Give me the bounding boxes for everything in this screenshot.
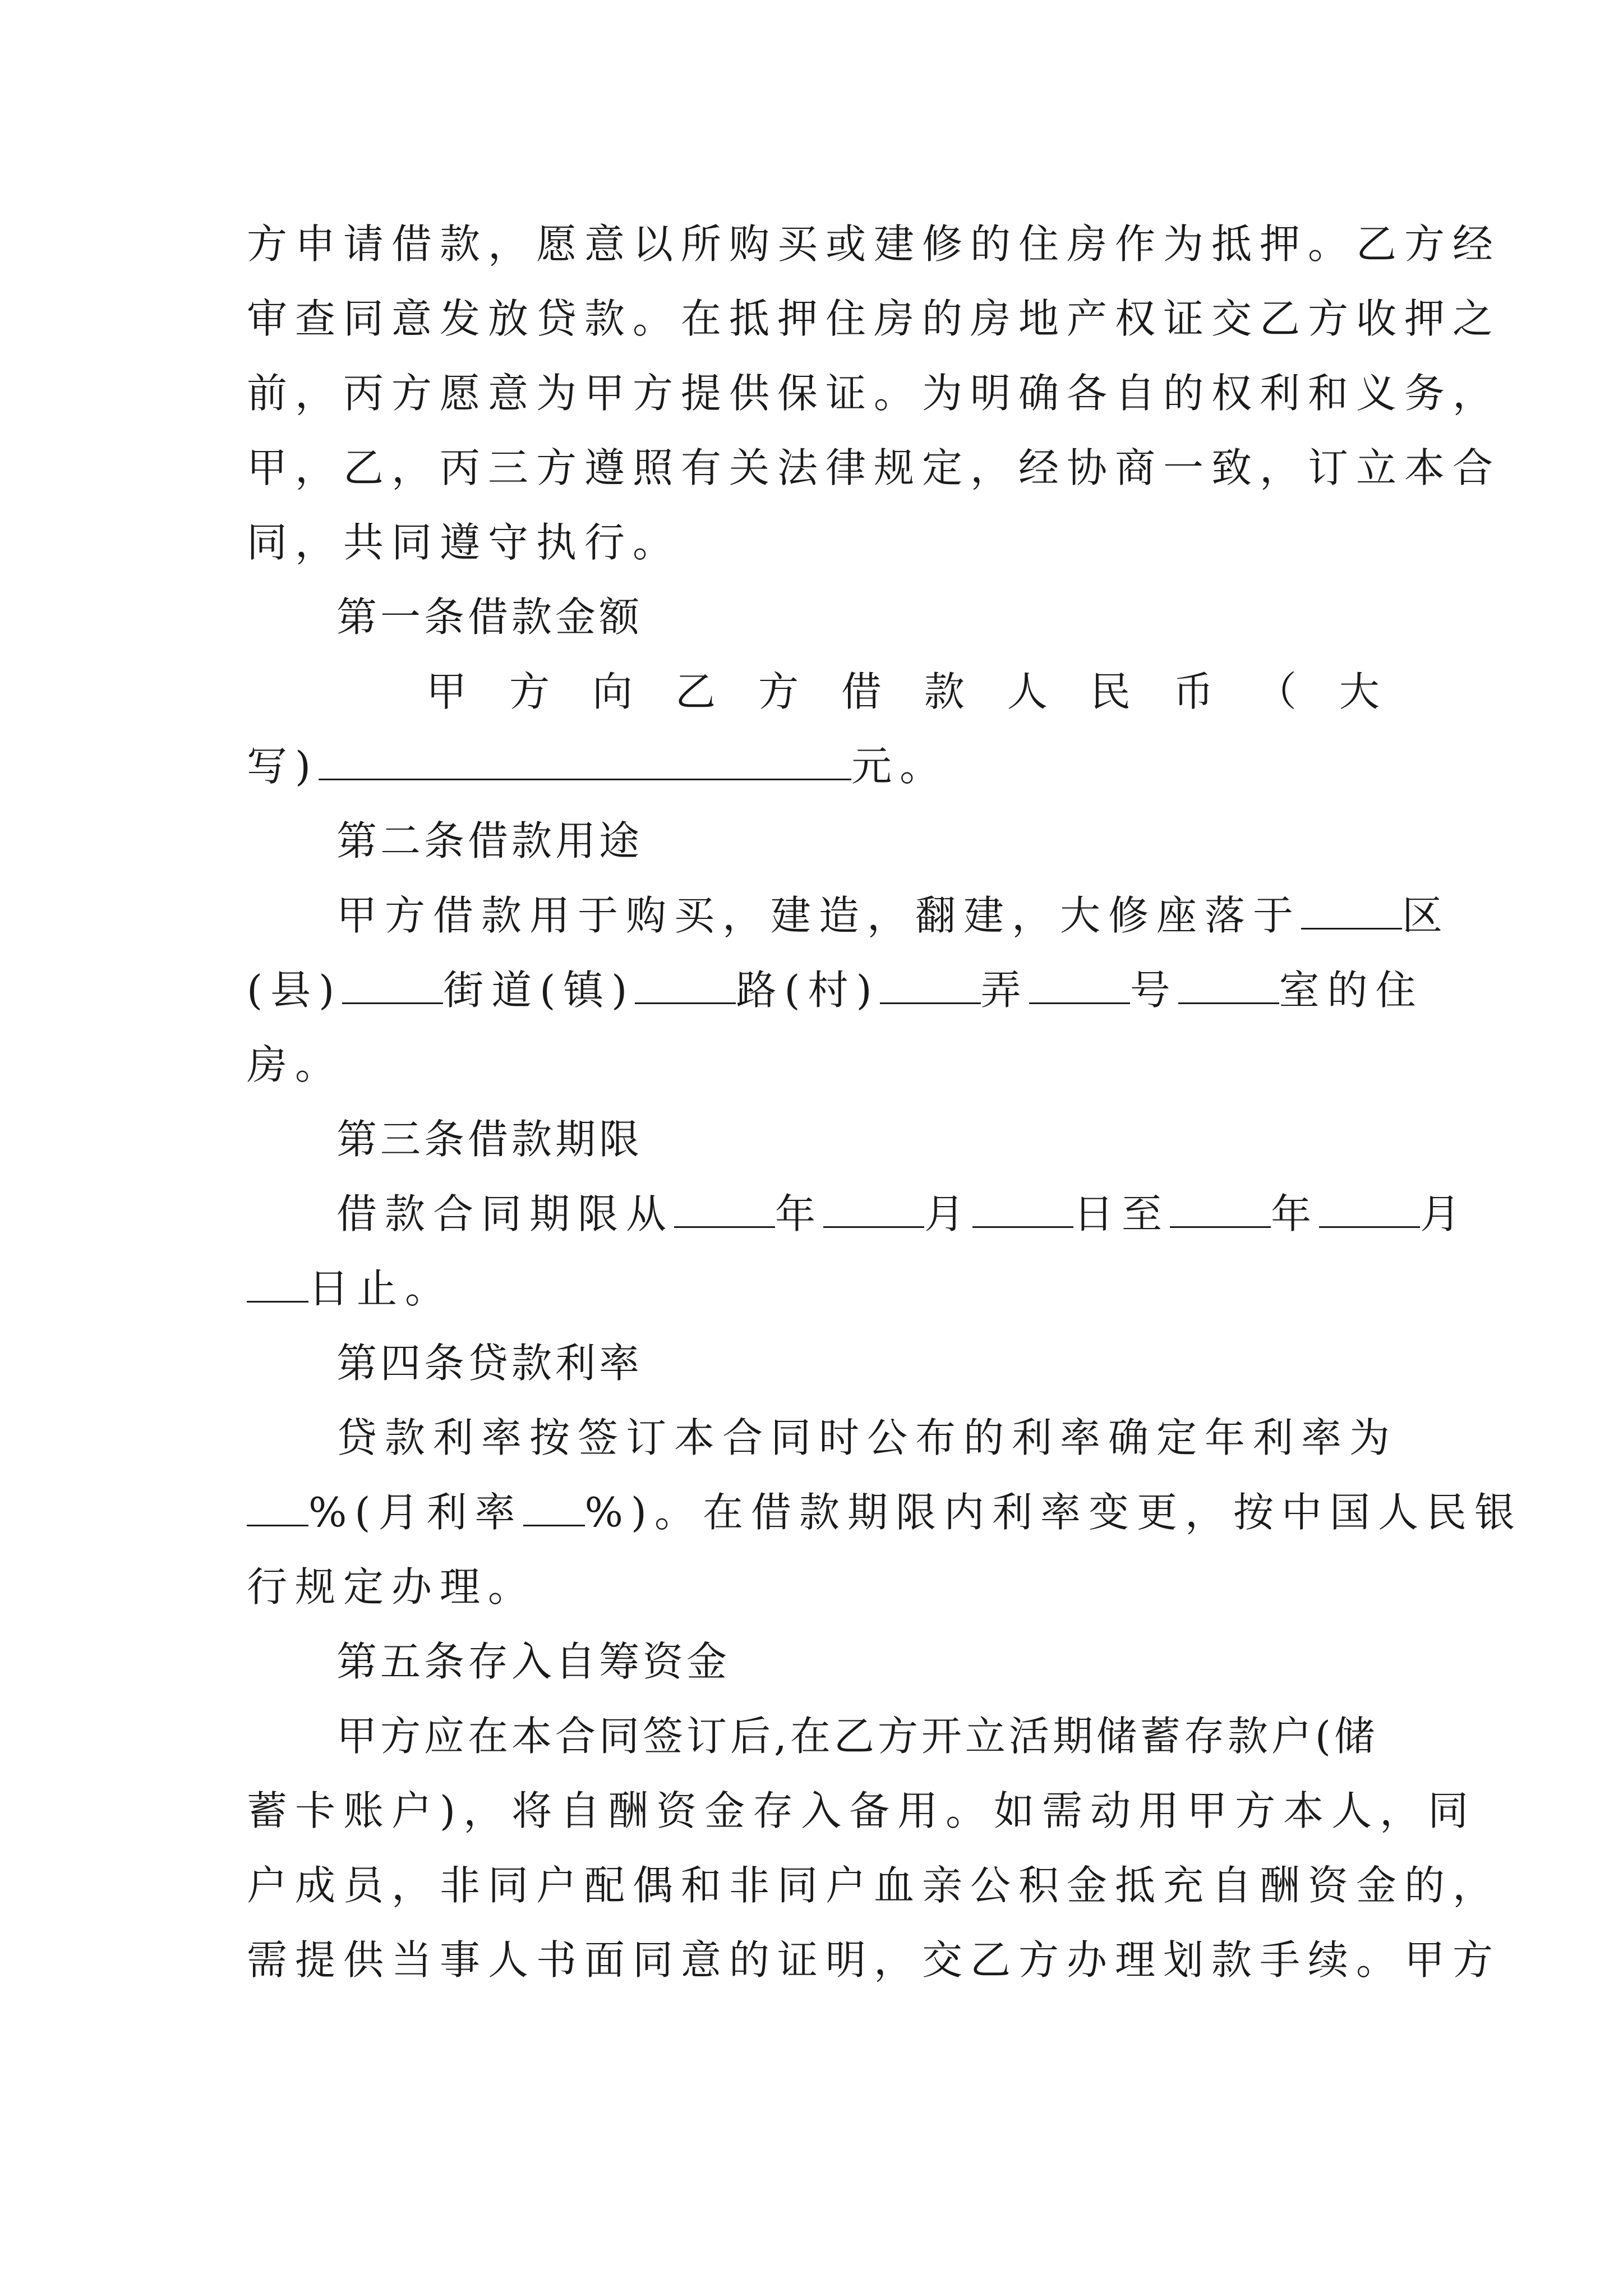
article-2-line-3: 房。 xyxy=(247,1041,344,1088)
article-4-title: 第四条贷款利率 xyxy=(336,1340,643,1387)
article-1-title: 第一条借款金额 xyxy=(336,593,643,641)
article-2-line-2: (县) 街道(镇) 路(村) 弄 号 室的住 xyxy=(247,962,1380,1018)
char: 乙 xyxy=(675,668,716,715)
char: 民 xyxy=(1090,668,1131,715)
end-year-blank xyxy=(1170,1187,1271,1228)
char: 借 xyxy=(841,668,882,715)
intro-line-1: 方申请借款，愿意以所购买或建修的住房作为抵押。乙方经 xyxy=(247,220,1501,268)
monthly-rate-blank xyxy=(523,1485,585,1526)
article-1-line-2: 写) 元。 xyxy=(247,738,1380,794)
char: 方 xyxy=(758,668,799,715)
room-blank xyxy=(1178,963,1279,1004)
article-4-line-2: %(月利率 %)。在借款期限内利率变更，按中国人民银 xyxy=(247,1484,1380,1540)
intro-line-4: 甲，乙，丙三方遵照有关法律规定，经协商一致，订立本合 xyxy=(247,444,1501,491)
char: 大 xyxy=(1339,668,1380,715)
number-blank xyxy=(1029,963,1130,1004)
end-month-blank xyxy=(1319,1187,1420,1228)
char: 方 xyxy=(509,668,550,715)
article-5-line-2: 蓄卡账户)，将自酬资金存入备用。如需动用甲方本人，同 xyxy=(247,1787,1477,1834)
intro-line-2: 审查同意发放贷款。在抵押住房的房地产权证交乙方收押之 xyxy=(247,295,1501,342)
start-day-blank xyxy=(972,1187,1073,1228)
start-year-blank xyxy=(674,1187,775,1228)
char: 币 xyxy=(1173,668,1214,715)
start-month-blank xyxy=(823,1187,924,1228)
article-3-line-1: 借款合同期限从 年 月 日至 年 月 xyxy=(336,1186,1380,1242)
article-3-line-2: 日止。 xyxy=(247,1260,1380,1317)
end-day-blank xyxy=(247,1262,308,1303)
char: 款 xyxy=(924,668,965,715)
article-5-title: 第五条存入自筹资金 xyxy=(336,1638,731,1685)
amount-blank xyxy=(319,739,851,780)
article-5-line-1: 甲方应在本合同签订后,在乙方开立活期储蓄存款户(储 xyxy=(336,1713,1378,1760)
intro-line-3: 前，丙方愿意为甲方提供保证。为明确各自的权利和义务， xyxy=(247,370,1501,417)
intro-line-5: 同，共同遵守执行。 xyxy=(247,519,681,566)
road-blank xyxy=(635,963,736,1004)
district-blank xyxy=(1301,889,1402,930)
char: （ xyxy=(1256,668,1297,715)
article-3-title: 第三条借款期限 xyxy=(336,1116,643,1163)
char: 甲 xyxy=(426,668,467,715)
article-1-line-1 xyxy=(426,664,1380,720)
street-blank xyxy=(342,963,443,1004)
char: 向 xyxy=(592,668,633,715)
article-2-line-1: 甲方借款用于购买，建造，翻建，大修座落于 区 xyxy=(336,887,1380,944)
annual-rate-blank xyxy=(247,1485,308,1526)
char: 人 xyxy=(1007,668,1048,715)
lane-blank xyxy=(880,963,981,1004)
article-4-line-1: 贷款利率按签订本合同时公布的利率确定年利率为 xyxy=(336,1414,1398,1461)
article-4-line-3: 行规定办理。 xyxy=(247,1563,537,1611)
article-5-line-4: 需提供当事人书面同意的证明，交乙方办理划款手续。甲方 xyxy=(247,1936,1501,1984)
article-5-line-3: 户成员，非同户配偶和非同户血亲公积金抵充自酬资金的， xyxy=(247,1862,1501,1909)
article-2-title: 第二条借款用途 xyxy=(336,817,643,864)
